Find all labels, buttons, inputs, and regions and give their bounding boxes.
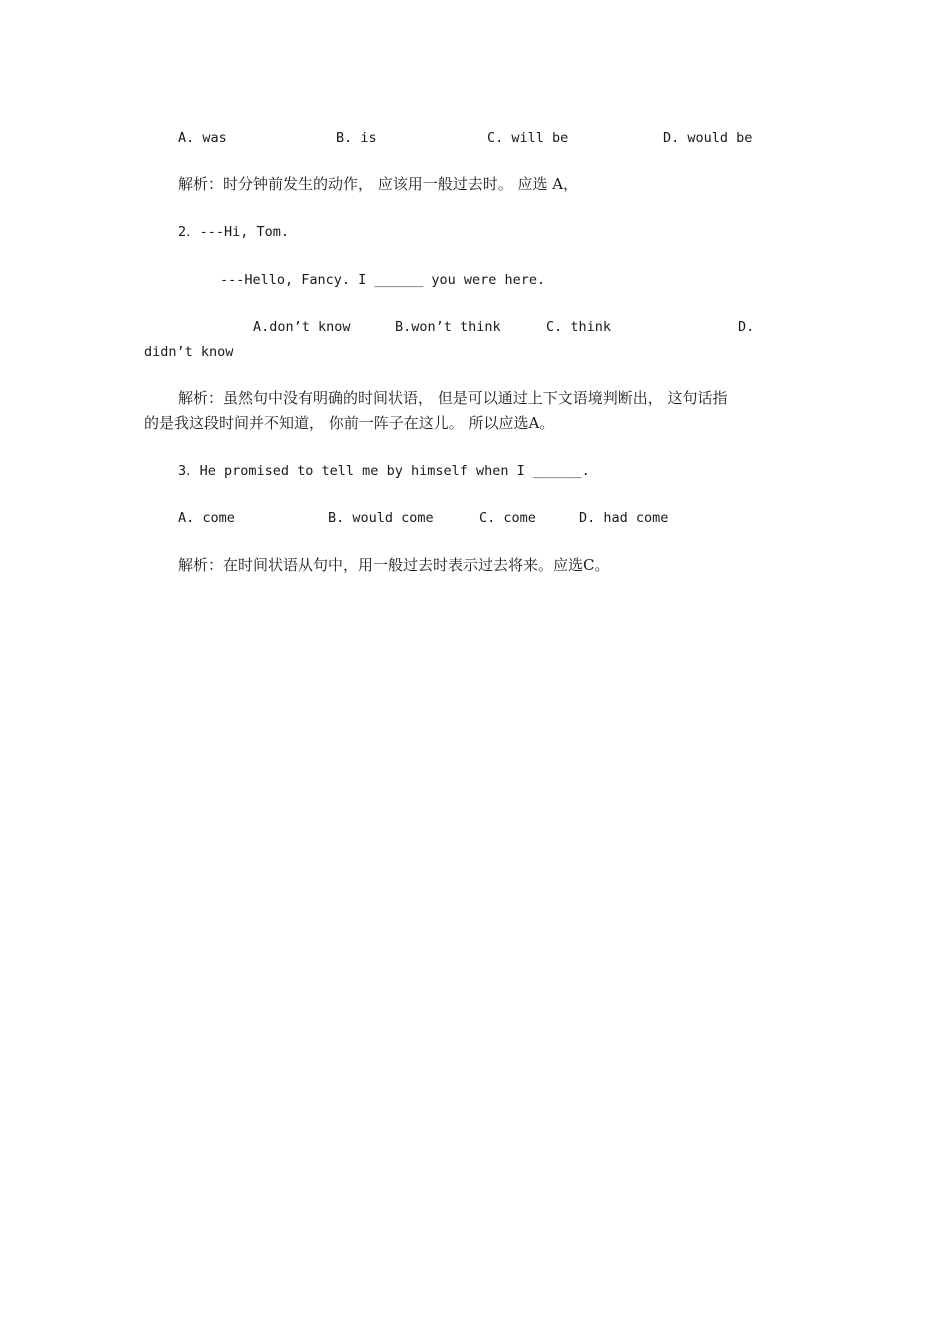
q1-analysis: 解析：时分钟前发生的动作， 应该用一般过去时。 应选 A， [178, 175, 579, 193]
q3-option-a: A. come [178, 510, 235, 526]
q2-analysis-line1: 解析：虽然句中没有明确的时间状语， 但是可以通过上下文语境判断出， 这句话指 [178, 389, 728, 407]
q2-option-b: B.won’t think [395, 319, 501, 335]
q2-reply: ---Hello, Fancy. I ______ you were here. [220, 272, 546, 288]
q1-option-a: A. was [178, 130, 227, 146]
q2-stem: 2．---Hi, Tom. [178, 224, 290, 240]
q1-option-b: B. is [336, 130, 377, 146]
q2-option-c: C. think [546, 319, 612, 335]
q2-analysis-line2: 的是我这段时间并不知道， 你前一阵子在这儿。 所以应选A。 [144, 414, 555, 432]
q1-option-c: C. will be [487, 130, 569, 146]
q3-option-d: D. had come [579, 510, 669, 526]
q2-option-d-wrap: didn’t know [144, 344, 234, 360]
q3-analysis: 解析：在时间状语从句中，用一般过去时表示过去将来。应选C。 [178, 556, 610, 574]
q2-option-d: D. [738, 319, 755, 335]
q3-option-b: B. would come [328, 510, 434, 526]
q2-option-a: A.don’t know [253, 319, 351, 335]
q1-option-d: D. would be [663, 130, 753, 146]
q3-stem: 3．He promised to tell me by himself when I ______. [178, 463, 590, 479]
q3-option-c: C. come [479, 510, 536, 526]
